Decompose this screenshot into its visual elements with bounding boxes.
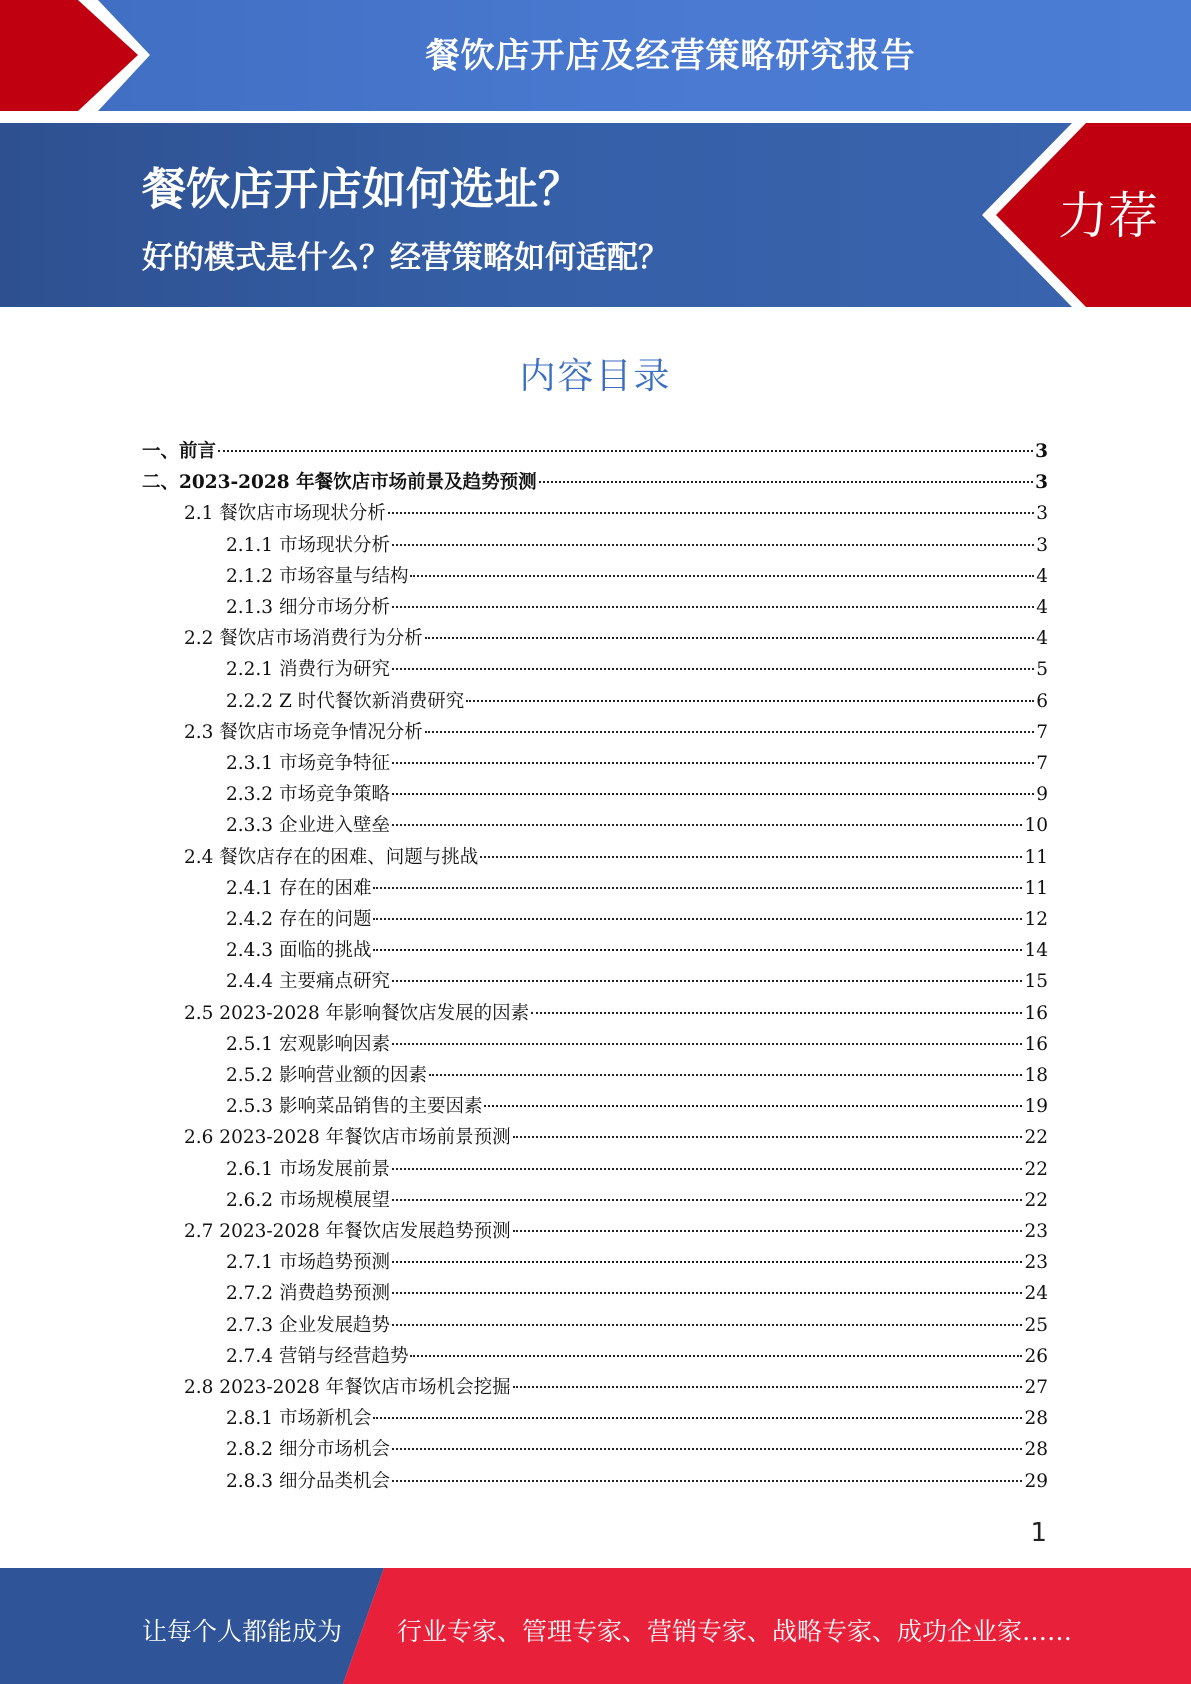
toc-entry[interactable] [226, 748, 1048, 779]
toc-entry-page: 11 [1024, 847, 1048, 868]
toc-entry[interactable] [142, 467, 1048, 498]
toc-entry-page: 4 [1036, 628, 1048, 649]
toc-entry[interactable] [184, 1122, 1048, 1153]
toc-entry-label: 一、前言 [142, 441, 217, 462]
toc-entry-page: 16 [1024, 1034, 1048, 1055]
toc-entry-page: 10 [1024, 815, 1048, 836]
toc-entry[interactable] [226, 966, 1048, 997]
toc-entry-page: 5 [1036, 659, 1048, 680]
toc-entry-label: 2.4.1 存在的困难 [226, 878, 372, 899]
toc-entry-label: 2.5 2023-2028 年影响餐饮店发展的因素 [184, 1003, 530, 1024]
toc-entry-page: 12 [1024, 909, 1048, 930]
toc-entry-page: 4 [1036, 566, 1048, 587]
toc-entry[interactable] [226, 1403, 1048, 1434]
toc-entry[interactable] [184, 842, 1048, 873]
toc-entry-label: 2.4.3 面临的挑战 [226, 940, 372, 961]
toc-entry-label: 2.3.1 市场竞争特征 [226, 753, 390, 774]
toc-entry[interactable] [226, 1185, 1048, 1216]
toc-entry-page: 28 [1024, 1408, 1048, 1429]
toc-entry-page: 22 [1024, 1127, 1048, 1148]
toc-leader-dots [373, 1417, 1022, 1419]
toc-entry[interactable] [226, 654, 1048, 685]
toc-entry[interactable] [226, 1091, 1048, 1122]
toc-entry-label: 2.5.1 宏观影响因素 [226, 1034, 390, 1055]
toc-leader-dots [410, 1355, 1022, 1357]
toc-leader-dots [531, 1012, 1022, 1014]
toc-entry[interactable] [226, 810, 1048, 841]
toc-entry-label: 2.6 2023-2028 年餐饮店市场前景预测 [184, 1127, 511, 1148]
toc-entry[interactable] [226, 1310, 1048, 1341]
toc-entry[interactable] [226, 1434, 1048, 1465]
toc-entry-page: 27 [1024, 1377, 1048, 1398]
toc-leader-dots [373, 949, 1022, 951]
toc-leader-dots [392, 668, 1034, 670]
toc-entry-page: 3 [1035, 472, 1048, 493]
toc-entry[interactable] [184, 623, 1048, 654]
toc-entry-page: 23 [1024, 1252, 1048, 1273]
toc-leader-dots [392, 544, 1034, 546]
toc-entry-label: 2.8.3 细分品类机会 [226, 1471, 390, 1492]
toc-leader-dots [513, 1230, 1023, 1232]
toc-entry-page: 4 [1036, 597, 1048, 618]
toc-leader-dots [388, 512, 1034, 514]
toc-leader-dots [392, 1199, 1022, 1201]
toc-entry-label: 2.6.1 市场发展前景 [226, 1159, 390, 1180]
toc-entry-label: 二、2023-2028 年餐饮店市场前景及趋势预测 [142, 472, 537, 493]
toc-entry[interactable] [184, 1216, 1048, 1247]
toc-entry-label: 2.1.1 市场现状分析 [226, 535, 390, 556]
toc-entry[interactable] [226, 1278, 1048, 1309]
toc-entry[interactable] [226, 686, 1048, 717]
footer-slogan-right: 行业专家、管理专家、营销专家、战略专家、成功企业家…… [397, 1617, 1073, 1646]
toc-entry[interactable] [142, 436, 1048, 467]
toc-entry-page: 15 [1024, 971, 1048, 992]
toc-leader-dots [392, 1043, 1022, 1045]
toc-entry[interactable] [226, 1466, 1048, 1497]
toc-entry-page: 22 [1024, 1159, 1048, 1180]
toc-entry-label: 2.1.3 细分市场分析 [226, 597, 390, 618]
toc-entry-page: 3 [1036, 535, 1048, 556]
footer-slogan-left: 让每个人都能成为 [142, 1617, 343, 1646]
toc-entry-page: 23 [1024, 1221, 1048, 1242]
toc-leader-dots [373, 918, 1022, 920]
toc-leader-dots [373, 887, 1022, 889]
toc-entry-page: 25 [1024, 1315, 1048, 1336]
toc-entry[interactable] [226, 1154, 1048, 1185]
toc-leader-dots [466, 700, 1034, 702]
toc-leader-dots [392, 1480, 1022, 1482]
toc-leader-dots [425, 637, 1034, 639]
toc-leader-dots [513, 1136, 1023, 1138]
toc-entry-label: 2.2.1 消费行为研究 [226, 659, 390, 680]
toc-entry-label: 2.1 餐饮店市场现状分析 [184, 503, 386, 524]
toc-entry-page: 19 [1024, 1096, 1048, 1117]
toc-entry[interactable] [226, 873, 1048, 904]
toc-entry-label: 2.7.3 企业发展趋势 [226, 1315, 390, 1336]
hero-subheadline: 好的模式是什么？经营策略如何适配？ [142, 240, 669, 276]
page-number: 1 [1030, 1518, 1047, 1548]
toc-entry-page: 11 [1024, 878, 1048, 899]
toc-entry-page: 7 [1036, 753, 1048, 774]
toc-leader-dots [392, 824, 1022, 826]
toc-leader-dots [218, 450, 1033, 452]
toc-leader-dots [484, 1105, 1022, 1107]
toc-entry-page: 16 [1024, 1003, 1048, 1024]
toc-entry-label: 2.5.2 影响营业额的因素 [226, 1065, 427, 1086]
toc-title: 内容目录 [519, 356, 672, 397]
toc-entry-label: 2.4.4 主要痛点研究 [226, 971, 390, 992]
toc-entry-label: 2.8.1 市场新机会 [226, 1408, 372, 1429]
toc-leader-dots [392, 1168, 1022, 1170]
toc-entry-label: 2.3.3 企业进入壁垒 [226, 815, 390, 836]
toc-entry[interactable] [226, 530, 1048, 561]
toc-entry-label: 2.5.3 影响菜品销售的主要因素 [226, 1096, 483, 1117]
toc-entry-label: 2.4.2 存在的问题 [226, 909, 372, 930]
toc-entry-label: 2.1.2 市场容量与结构 [226, 566, 409, 587]
toc-entry-label: 2.7.1 市场趋势预测 [226, 1252, 390, 1273]
toc-entry-page: 26 [1024, 1346, 1048, 1367]
header-red-chevron [0, 0, 150, 111]
toc-leader-dots [425, 731, 1034, 733]
toc-leader-dots [392, 793, 1034, 795]
toc-entry[interactable] [226, 592, 1048, 623]
toc-leader-dots [392, 980, 1022, 982]
toc-leader-dots [392, 1261, 1022, 1263]
toc-entry-page: 7 [1036, 722, 1048, 743]
toc-entry[interactable] [226, 1060, 1048, 1091]
toc-leader-dots [392, 762, 1034, 764]
toc-entry[interactable] [184, 498, 1048, 529]
toc-entry-page: 18 [1024, 1065, 1048, 1086]
hero-headline: 餐饮店开店如何选址？ [142, 164, 582, 215]
toc-entry-label: 2.2 餐饮店市场消费行为分析 [184, 628, 423, 649]
toc-entry-label: 2.7.2 消费趋势预测 [226, 1283, 390, 1304]
toc-leader-dots [539, 481, 1034, 483]
toc-leader-dots [392, 1292, 1022, 1294]
toc-leader-dots [392, 606, 1034, 608]
header-divider [0, 111, 1191, 123]
toc-entry-page: 22 [1024, 1190, 1048, 1211]
recommend-badge: 力荐 [1058, 187, 1158, 245]
toc-entry-page: 3 [1035, 441, 1048, 462]
toc-entry-label: 2.8 2023-2028 年餐饮店市场机会挖掘 [184, 1377, 511, 1398]
toc-entry-label: 2.8.2 细分市场机会 [226, 1439, 390, 1460]
toc-entry[interactable] [184, 998, 1048, 1029]
toc-entry[interactable] [226, 1247, 1048, 1278]
toc-entry-label: 2.6.2 市场规模展望 [226, 1190, 390, 1211]
toc-entry[interactable] [226, 935, 1048, 966]
toc-leader-dots [429, 1074, 1022, 1076]
toc-entry[interactable] [184, 717, 1048, 748]
toc-entry-page: 6 [1036, 691, 1048, 712]
toc-entry[interactable] [184, 1372, 1048, 1403]
toc-entry-label: 2.2.2 Z 时代餐饮新消费研究 [226, 691, 465, 712]
report-title: 餐饮店开店及经营策略研究报告 [425, 36, 916, 76]
toc-entry-label: 2.7 2023-2028 年餐饮店发展趋势预测 [184, 1221, 511, 1242]
toc-entry[interactable] [226, 1029, 1048, 1060]
toc-entry-page: 28 [1024, 1439, 1048, 1460]
toc-entry-page: 29 [1024, 1471, 1048, 1492]
toc-leader-dots [480, 856, 1022, 858]
toc-leader-dots [392, 1324, 1022, 1326]
toc-entry-page: 3 [1036, 503, 1048, 524]
toc-entry-page: 14 [1024, 940, 1048, 961]
toc-entry[interactable] [226, 904, 1048, 935]
toc-entry-page: 24 [1024, 1283, 1048, 1304]
toc-entry-label: 2.3.2 市场竞争策略 [226, 784, 390, 805]
toc-entry[interactable] [226, 1341, 1048, 1372]
toc-entry-page: 9 [1036, 784, 1048, 805]
toc-leader-dots [513, 1386, 1023, 1388]
toc-entry[interactable] [226, 561, 1048, 592]
toc-leader-dots [410, 575, 1034, 577]
toc-entry-label: 2.4 餐饮店存在的困难、问题与挑战 [184, 847, 479, 868]
toc-entry[interactable] [226, 779, 1048, 810]
toc-entry-label: 2.3 餐饮店市场竞争情况分析 [184, 722, 423, 743]
toc-entry-label: 2.7.4 营销与经营趋势 [226, 1346, 409, 1367]
toc-leader-dots [392, 1448, 1022, 1450]
